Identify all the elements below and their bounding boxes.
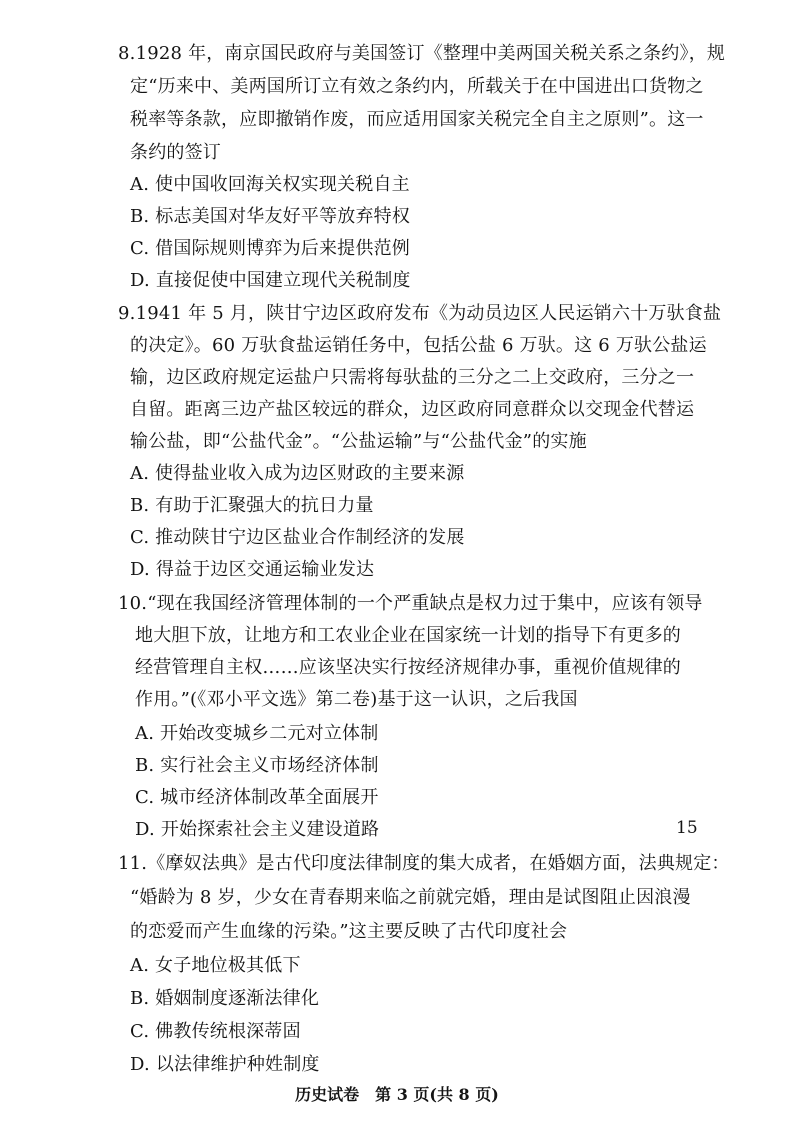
page-footer: 历史试卷 第 3 页(共 8 页)	[295, 1085, 499, 1104]
q11-stem-line-3: 的恋爱而产生血缘的污染。”这主要反映了古代印度社会	[130, 921, 568, 942]
q8-option-b: B. 标志美国对华友好平等放弃特权	[130, 206, 411, 227]
q10-stem-line-4: 作用。”(《邓小平文选》第二卷)基于这一认识，之后我国	[135, 689, 578, 710]
q8-stem-line-2: 定“历来中、美两国所订立有效之条约内，所载关于在中国进出口货物之	[130, 76, 704, 97]
q10-option-d: D. 开始探索社会主义建设道路	[135, 819, 380, 840]
q11-stem-line-2: “婚龄为 8 岁，少女在青春期来临之前就完婚，理由是试图阻止因浪漫	[130, 887, 691, 908]
q11-option-b: B. 婚姻制度逐渐法律化	[130, 988, 320, 1009]
q9-stem-line-4: 自留。距离三边产盐区较远的群众，边区政府同意群众以交现金代替运	[130, 399, 695, 420]
q8-stem-line-1: 8.1928 年，南京国民政府与美国签订《整理中美两国关税关系之条约》，规	[118, 43, 726, 64]
q9-stem-line-5: 输公盐，即“公盐代金”。“公盐运输”与“公盐代金”的实施	[130, 431, 587, 452]
q10-option-a: A. 开始改变城乡二元对立体制	[135, 723, 379, 744]
q9-option-c: C. 推动陕甘宁边区盐业合作制经济的发展	[130, 527, 465, 548]
q8-stem-line-3: 税率等条款，应即撤销作废，而应适用国家关税完全自主之原则”。这一	[130, 109, 704, 130]
q10-option-b: B. 实行社会主义市场经济体制	[135, 755, 379, 776]
q9-option-a: A. 使得盐业收入成为边区财政的主要来源	[130, 463, 465, 484]
q9-option-d: D. 得益于边区交通运输业发达	[130, 559, 375, 580]
q9-stem-line-1: 9.1941 年 5 月，陕甘宁边区政府发布《为动员边区人民运销六十万驮食盐	[118, 303, 722, 324]
q11-stem-line-1: 11.《摩奴法典》是古代印度法律制度的集大成者，在婚姻方面，法典规定：	[118, 853, 730, 874]
q8-option-d: D. 直接促使中国建立现代关税制度	[130, 270, 411, 291]
q11-option-c: C. 佛教传统根深蒂固	[130, 1021, 301, 1042]
q11-option-d: D. 以法律维护种姓制度	[130, 1054, 320, 1075]
q8-option-c: C. 借国际规则博弈为后来提供范例	[130, 238, 410, 259]
q10-stem-line-2: 地大胆下放，让地方和工农业企业在国家统一计划的指导下有更多的	[135, 625, 681, 646]
q9-stem-line-3: 输，边区政府规定运盐户只需将每驮盐的三分之二上交政府，三分之一	[130, 367, 695, 388]
q10-stem-line-1: 10.“现在我国经济管理体制的一个严重缺点是权力过于集中，应该有领导	[118, 593, 703, 614]
q10-option-c: C. 城市经济体制改革全面展开	[135, 787, 379, 808]
q9-option-b: B. 有助于汇聚强大的抗日力量	[130, 495, 374, 516]
q9-stem-line-2: 的决定》。60 万驮食盐运销任务中，包括公盐 6 万驮。这 6 万驮公盐运	[130, 335, 707, 356]
q10-stem-line-3: 经营管理自主权……应该坚决实行按经济规律办事，重视价值规律的	[135, 657, 681, 678]
q8-stem-line-4: 条约的签订	[130, 142, 221, 163]
q11-option-a: A. 女子地位极其低下	[130, 955, 301, 976]
q8-option-a: A. 使中国收回海关权实现关税自主	[130, 174, 410, 195]
margin-page-note: 15	[676, 818, 698, 838]
